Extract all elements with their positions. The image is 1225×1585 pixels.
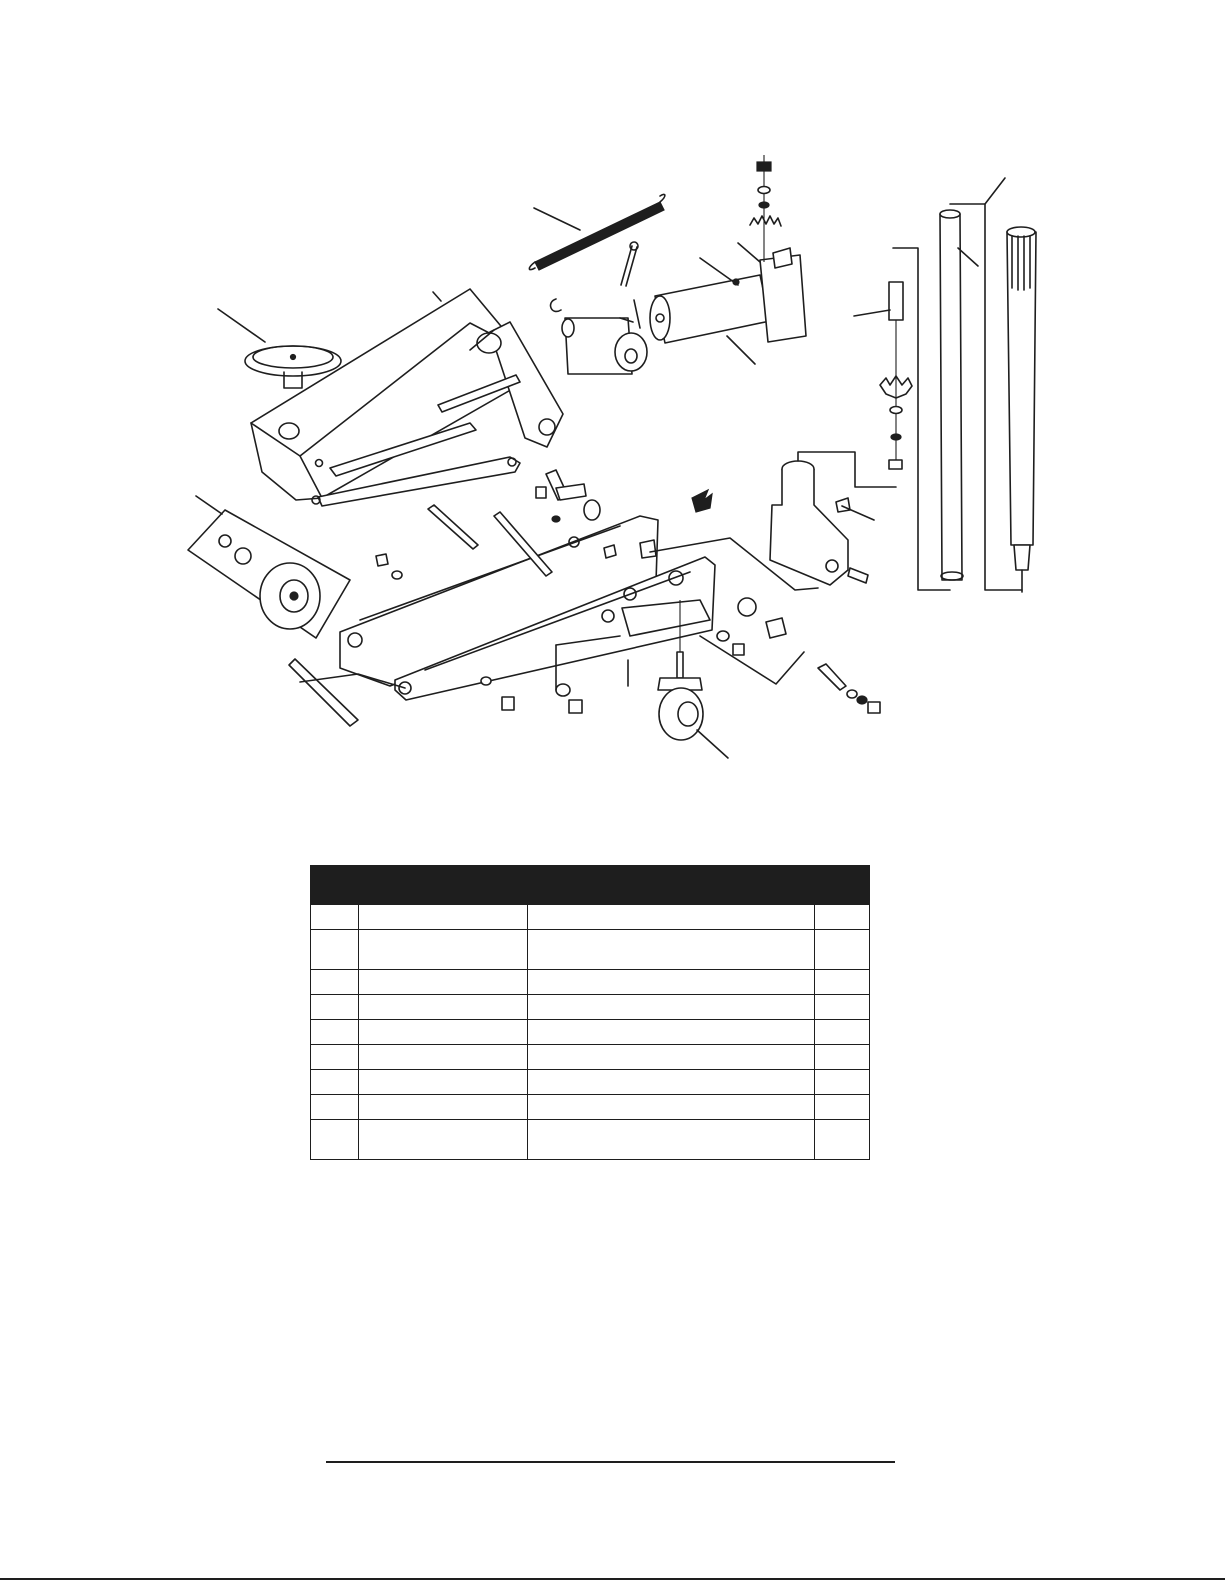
release-rod-part bbox=[854, 248, 950, 590]
table-row bbox=[311, 1095, 870, 1120]
header-cell bbox=[359, 866, 528, 905]
parts-list-table bbox=[310, 865, 870, 1160]
footer-divider bbox=[326, 1461, 895, 1463]
small-spring-part bbox=[634, 300, 640, 328]
table-row bbox=[311, 1020, 870, 1045]
table-cell bbox=[359, 1020, 528, 1045]
table-cell bbox=[528, 1070, 815, 1095]
table-cell bbox=[311, 995, 359, 1020]
hydraulic-ram-part bbox=[551, 243, 806, 374]
table-cell bbox=[359, 905, 528, 930]
table-cell bbox=[815, 1045, 870, 1070]
table-cell bbox=[311, 905, 359, 930]
table-cell bbox=[359, 970, 528, 995]
table-row bbox=[311, 1070, 870, 1095]
table-row bbox=[311, 930, 870, 970]
lift-arm-part bbox=[251, 289, 563, 506]
exploded-parts-diagram bbox=[0, 0, 1225, 790]
table-cell bbox=[359, 1120, 528, 1160]
table-cell bbox=[528, 1045, 815, 1070]
table-row bbox=[311, 905, 870, 930]
table-row bbox=[311, 970, 870, 995]
table-row bbox=[311, 995, 870, 1020]
table-cell bbox=[815, 1020, 870, 1045]
table-cell bbox=[528, 930, 815, 970]
table-cell bbox=[359, 930, 528, 970]
table-cell bbox=[311, 1120, 359, 1160]
table-cell bbox=[359, 1095, 528, 1120]
table-cell bbox=[311, 1070, 359, 1095]
table-cell bbox=[359, 995, 528, 1020]
table-cell bbox=[815, 995, 870, 1020]
header-cell bbox=[528, 866, 815, 905]
handle-socket-part bbox=[770, 452, 896, 585]
header-cell bbox=[311, 866, 359, 905]
table-cell bbox=[311, 1095, 359, 1120]
table-cell bbox=[815, 1120, 870, 1160]
table-cell bbox=[815, 905, 870, 930]
table-cell bbox=[528, 1020, 815, 1045]
table-row bbox=[311, 1045, 870, 1070]
table-cell bbox=[528, 1095, 815, 1120]
handle-extension-part bbox=[1007, 227, 1036, 592]
page-bottom-divider bbox=[0, 1578, 1225, 1580]
table-cell bbox=[359, 1070, 528, 1095]
table-header-row bbox=[311, 866, 870, 905]
table-cell bbox=[815, 970, 870, 995]
table-cell bbox=[528, 995, 815, 1020]
table-cell bbox=[815, 1095, 870, 1120]
return-spring-part bbox=[529, 194, 665, 270]
valve-hardware-stack bbox=[750, 155, 781, 262]
table-cell bbox=[311, 1045, 359, 1070]
table-cell bbox=[528, 1120, 815, 1160]
header-cell bbox=[815, 866, 870, 905]
table-cell bbox=[311, 1020, 359, 1045]
saddle-part bbox=[218, 309, 341, 388]
rear-wheel-part bbox=[188, 496, 350, 638]
table-cell bbox=[815, 1070, 870, 1095]
table-cell bbox=[359, 1045, 528, 1070]
table-cell bbox=[311, 930, 359, 970]
table-cell bbox=[815, 930, 870, 970]
table-cell bbox=[528, 905, 815, 930]
table-cell bbox=[528, 970, 815, 995]
table-cell bbox=[311, 970, 359, 995]
table-row bbox=[311, 1120, 870, 1160]
cotter-pin-part bbox=[621, 242, 638, 286]
